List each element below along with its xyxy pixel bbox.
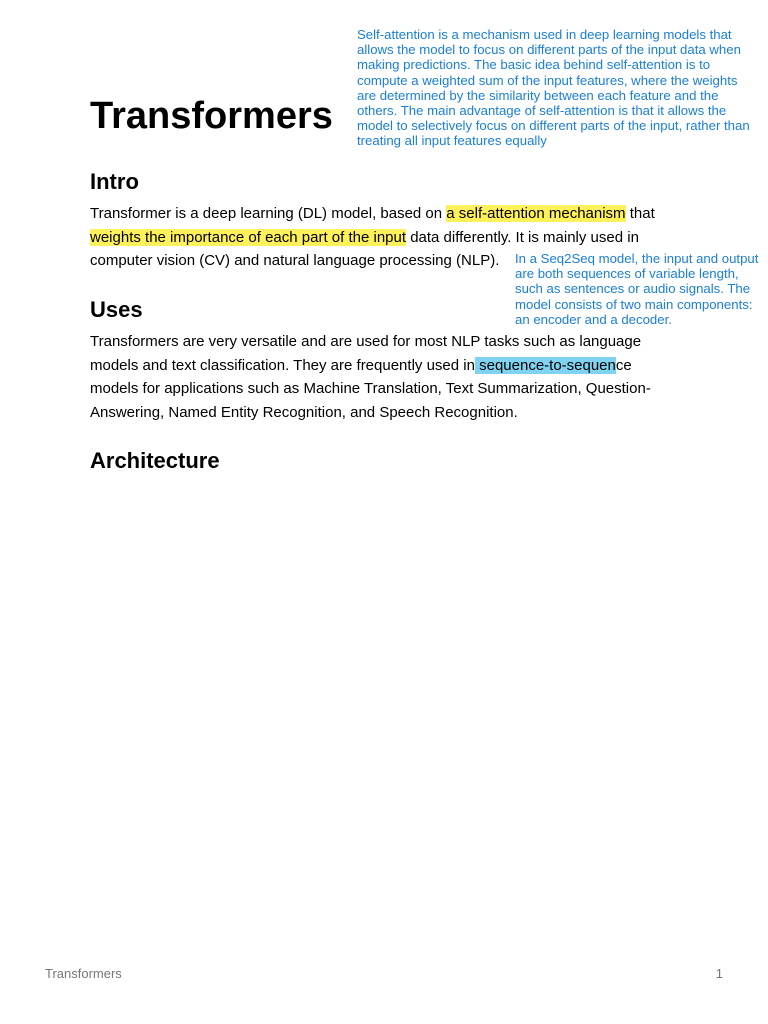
page-title: Transformers xyxy=(90,95,333,137)
footer-document-title: Transformers xyxy=(45,966,122,981)
section-heading-architecture: Architecture xyxy=(90,448,220,473)
intro-text-2: that xyxy=(625,205,655,222)
uses-text-2: ce models for applications such as Machine Translation, Text Summarization, Question-Answering, Named Entity Recognition, and Speech Recognition. xyxy=(90,356,651,421)
highlight-sequence-to-sequence: sequence-to-sequen xyxy=(474,356,616,374)
highlight-weights-importance: weights the importance of each part of the input xyxy=(90,228,407,246)
section-heading-uses: Uses xyxy=(90,297,143,322)
section-heading-intro: Intro xyxy=(90,169,139,194)
highlight-self-attention: a self-attention mechanism xyxy=(446,205,626,222)
comment-self-attention: Self-attention is a mechanism used in deep learning models that allows the model to focus on different parts of the input data when making predictions. The basic idea behind self-attention is to compute a weighted sum of the input features, where the weights are determined by the similarity between each feature and the others. The main advantage of self-attention is that it allows the model to selectively focus on different parts of the input, rather than treating all input features equally xyxy=(357,27,750,149)
intro-text-3: data differently. It is mainly used in computer vision (CV) and natural language processing (NLP). xyxy=(90,228,639,269)
comment-seq2seq: In a Seq2Seq model, the input and output are both sequences of variable length, such as sentences or audio signals. The model consists of two main components: an encoder and a decoder. xyxy=(515,251,759,327)
paragraph-uses xyxy=(90,330,680,424)
footer-page-number: 1 xyxy=(715,966,723,981)
uses-text-1: Transformers are very versatile and are used for most NLP tasks such as language models and text classification. They are frequently used in xyxy=(90,333,642,374)
intro-text-1: Transformer is a deep learning (DL) model, based on xyxy=(90,205,447,222)
